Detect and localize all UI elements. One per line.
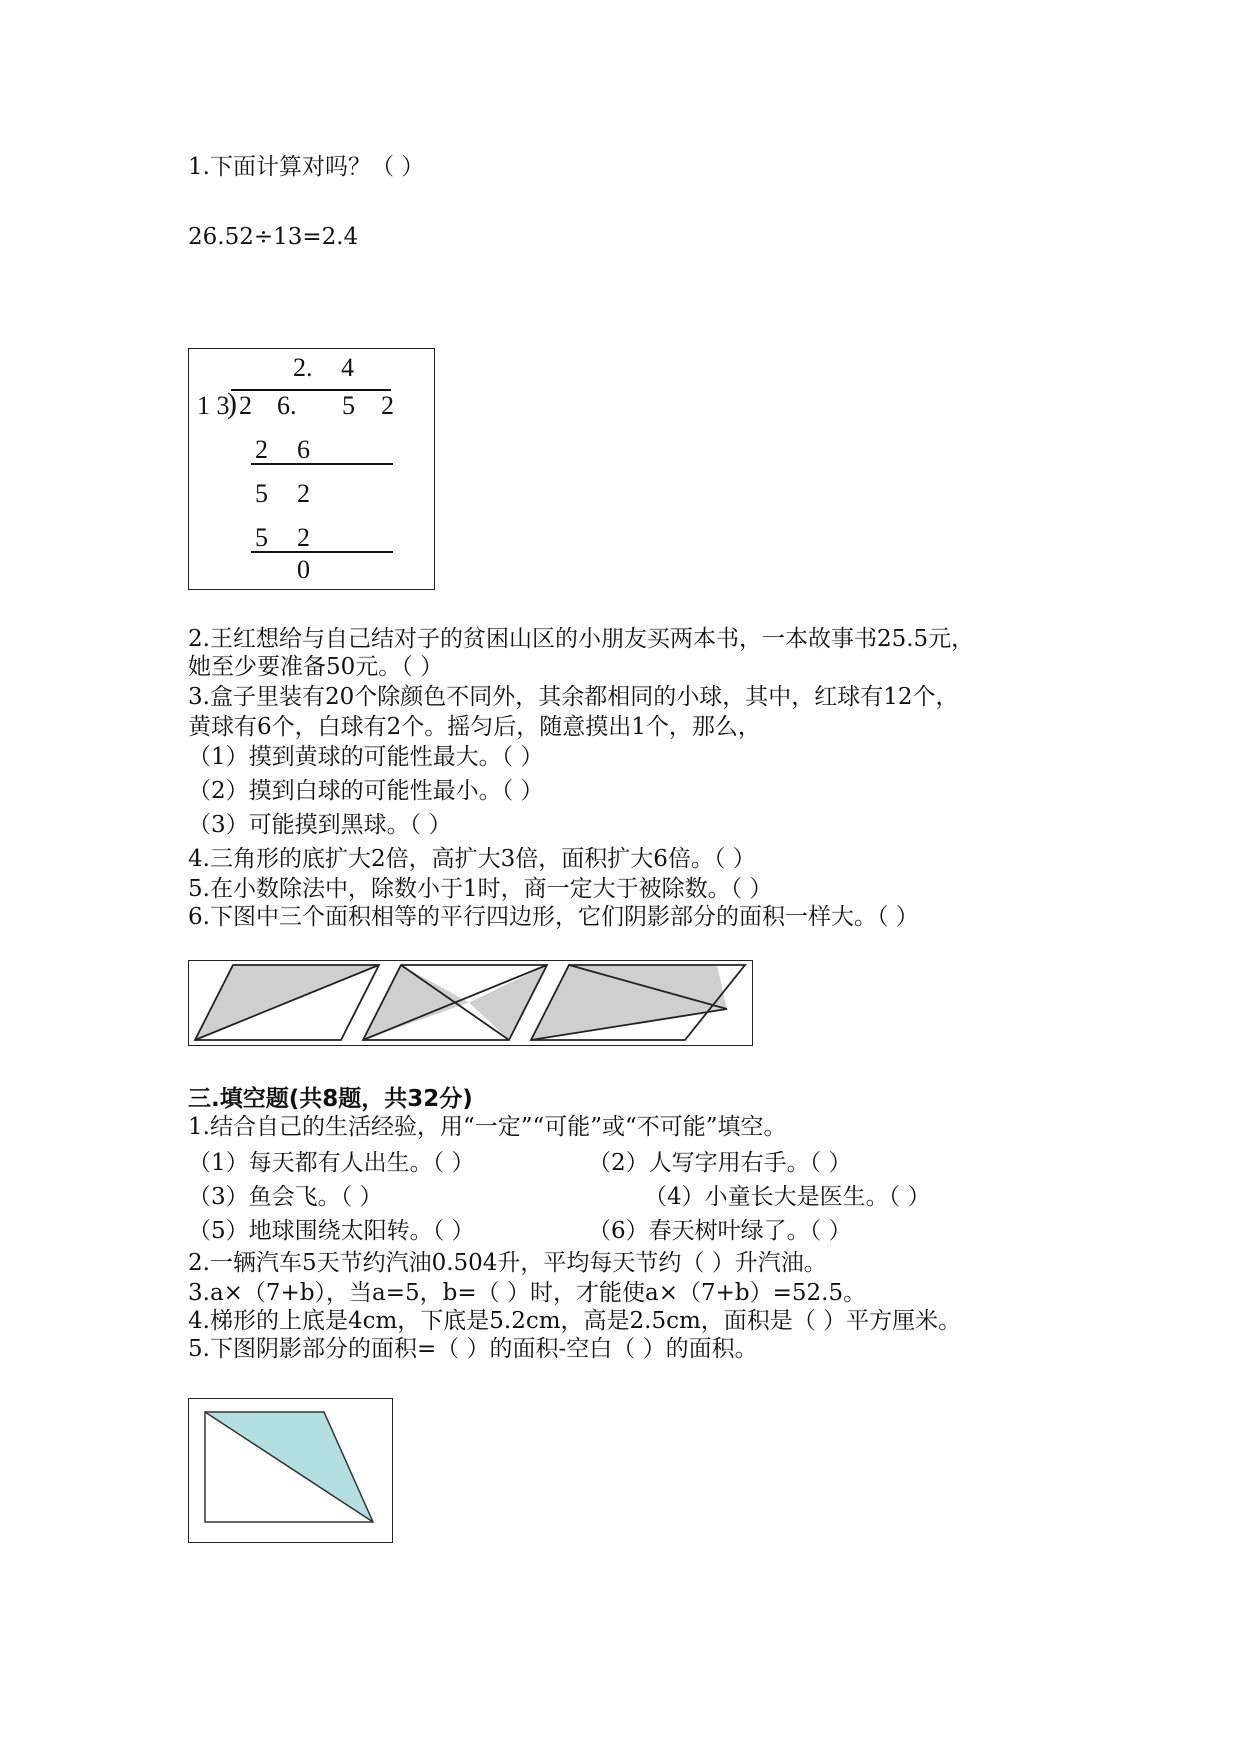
quotient-digit: 4 <box>341 353 354 382</box>
fill-q1-item-6: （6）春天树叶绿了。（ ） <box>588 1218 852 1244</box>
question-3-sub-1: （1）摸到黄球的可能性最大。（ ） <box>188 744 544 770</box>
fill-question-5: 5.下图阴影部分的面积=（ ）的面积-空白（ ）的面积。 <box>188 1336 758 1362</box>
section-title: 三.填空题(共8题，共32分) <box>188 1086 473 1112</box>
trapezoid-figure <box>188 1398 393 1543</box>
question-4: 4.三角形的底扩大2倍，高扩大3倍，面积扩大6倍。（ ） <box>188 846 756 872</box>
quotient-digit: 2. <box>293 353 313 382</box>
step-digit: 5 <box>255 479 268 508</box>
fill-question-1: 1.结合自己的生活经验，用“一定”“可能”或“不可能”填空。 <box>188 1114 787 1140</box>
question-3-sub-3: （3）可能摸到黑球。（ ） <box>188 812 452 838</box>
fill-question-3: 3.a×（7+b），当a=5，b=（ ）时，才能使a×（7+b）=52.5。 <box>188 1280 867 1306</box>
shaded-triangle-right <box>469 965 547 1040</box>
trapezoid-svg <box>189 1399 391 1541</box>
step-digit: 6 <box>297 435 310 464</box>
fill-q1-item-3: （3）鱼会飞。（ ） <box>188 1184 383 1210</box>
fill-question-4: 4.梯形的上底是4cm，下底是5.2cm，高是2.5cm，面积是（ ）平方厘米。 <box>188 1308 962 1334</box>
division-bracket: ) <box>227 387 237 420</box>
question-1-equation: 26.52÷13=2.4 <box>188 224 359 250</box>
question-5: 5.在小数除法中，除数小于1时，商一定大于被除数。（ ） <box>188 876 773 902</box>
parallelograms-figure <box>188 960 753 1046</box>
fill-q1-item-5: （5）地球围绕太阳转。（ ） <box>188 1218 475 1244</box>
fill-q1-item-2: （2）人写字用右手。（ ） <box>588 1150 852 1176</box>
question-3-sub-2: （2）摸到白球的可能性最小。（ ） <box>188 778 544 804</box>
dividend-digit: 6. <box>277 391 297 420</box>
subtraction-line <box>251 551 393 553</box>
parallelograms-svg <box>189 961 751 1044</box>
question-1-prompt: 1.下面计算对吗？（ ） <box>188 154 425 180</box>
question-3-line-1: 3.盒子里装有20个除颜色不同外，其余都相同的小球，其中，红球有12个， <box>188 684 959 710</box>
subtraction-line <box>251 463 393 465</box>
step-digit: 2 <box>297 523 310 552</box>
question-2-line-2: 她至少要准备50元。（ ） <box>188 654 444 680</box>
divisor: 1 3 <box>197 391 230 420</box>
division-bar <box>231 389 391 391</box>
step-digit: 5 <box>255 523 268 552</box>
step-digit: 2 <box>255 435 268 464</box>
remainder: 0 <box>297 555 310 584</box>
long-division-figure <box>188 348 435 590</box>
dividend-digit: 2 <box>381 391 394 420</box>
question-3-line-2: 黄球有6个，白球有2个。摇匀后，随意摸出1个，那么， <box>188 714 761 740</box>
question-2-line-1: 2.王红想给与自己结对子的贫困山区的小朋友买两本书，一本故事书25.5元， <box>188 626 975 652</box>
fill-q1-item-4: （4）小童长大是医生。（ ） <box>644 1184 931 1210</box>
question-6: 6.下图中三个面积相等的平行四边形，它们阴影部分的面积一样大。（ ） <box>188 904 919 930</box>
fill-question-2: 2.一辆汽车5天节约汽油0.504升，平均每天节约（ ）升汽油。 <box>188 1250 827 1276</box>
fill-q1-item-1: （1）每天都有人出生。（ ） <box>188 1150 475 1176</box>
dividend-digit: 5 <box>342 391 355 420</box>
dividend-digit: 2 <box>239 391 252 420</box>
step-digit: 2 <box>297 479 310 508</box>
